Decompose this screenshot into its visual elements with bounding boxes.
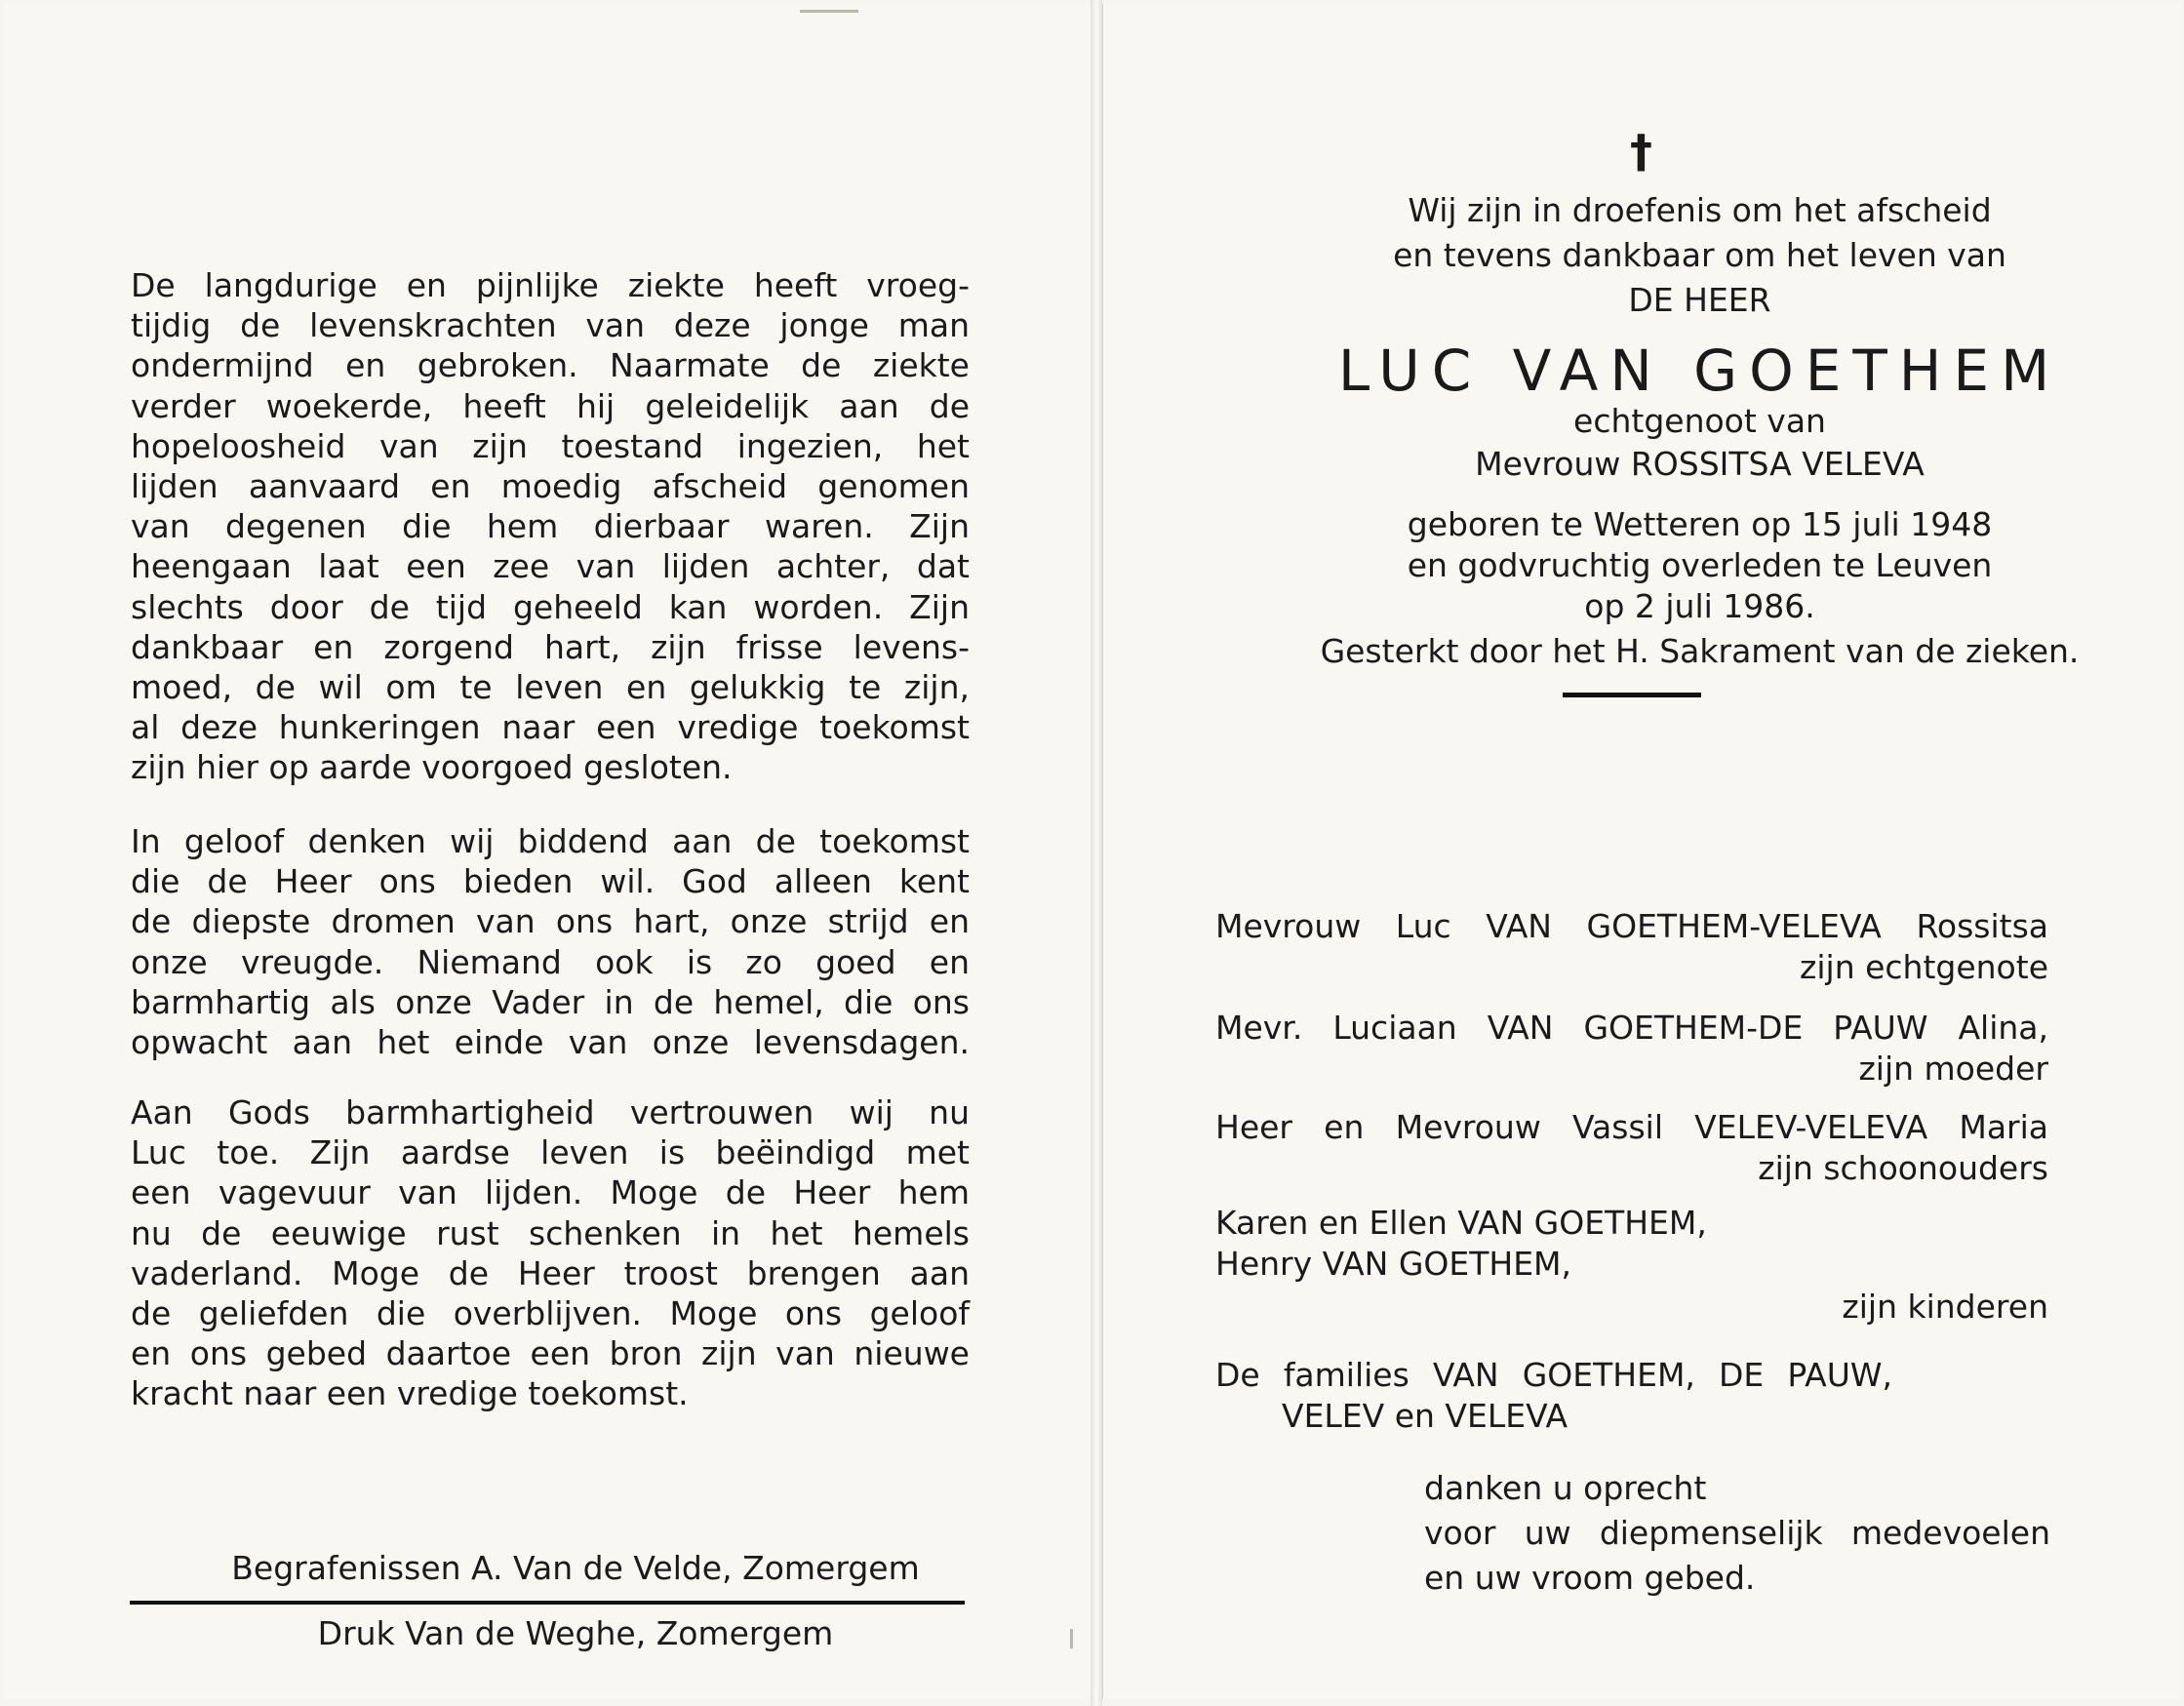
printer-credit: Druk Van de Weghe, Zomergem — [317, 1614, 834, 1652]
death-date: op 2 juli 1986. — [1584, 587, 1815, 625]
mourner-name: Karen en Ellen VAN GOETHEM, — [1215, 1204, 1707, 1242]
text-line: opwacht aan het einde van onze levensdagen. — [131, 1023, 970, 1062]
paragraph-faith — [131, 821, 970, 1062]
mourner-relation: zijn schoonouders — [1758, 1149, 2048, 1187]
footer-divider — [130, 1601, 965, 1605]
text-line: zijn hier op aarde voorgoed gesloten. — [131, 748, 733, 787]
text-line: ondermijnd en gebroken. Naarmate de ziekte — [131, 346, 970, 385]
paragraph-prayer — [131, 1092, 970, 1414]
cross-icon: † — [1630, 125, 1652, 178]
intro-line: en tevens dankbaar om het leven van — [1393, 236, 2006, 274]
text-line: onze vreugde. Niemand ook is zo goed en — [131, 942, 970, 981]
funeral-home-credit: Begrafenissen A. Van de Velde, Zomergem — [231, 1549, 920, 1587]
text-line: hopeloosheid van zijn toestand ingezien, het — [131, 426, 970, 465]
text-line: de diepste dromen van ons hart, onze strijd en — [131, 902, 970, 941]
sacrament-note: Gesterkt door het H. Sakrament van de zieken. — [1320, 632, 2080, 670]
intro-line: Wij zijn in droefenis om het afscheid — [1408, 191, 1992, 229]
text-line: De langdurige en pijnlijke ziekte heeft vroeg- — [131, 266, 970, 304]
text-line: moed, de wil om te leven en gelukkig te zijn, — [131, 668, 970, 707]
spouse-label: echtgenoot van — [1573, 402, 1826, 440]
text-line: kracht naar een vredige toekomst. — [131, 1374, 689, 1413]
text-line: nu de eeuwige rust schenken in het hemels — [131, 1213, 970, 1252]
text-line: die de Heer ons bieden wil. God alleen kent — [131, 862, 970, 901]
text-line: In geloof denken wij biddend aan de toekomst — [131, 822, 970, 860]
text-line: Aan Gods barmhartigheid vertrouwen wij nu — [131, 1093, 970, 1131]
death-info: en godvruchtig overleden te Leuven — [1407, 546, 1993, 584]
mourner-relation: zijn echtgenote — [1800, 948, 2048, 986]
thanks-line: danken u oprecht — [1424, 1469, 1707, 1507]
mourner-name: Henry VAN GOETHEM, — [1215, 1245, 1572, 1283]
text-line: lijden aanvaard en moedig afscheid genomen — [131, 467, 970, 506]
text-line: vaderland. Moge de Heer troost brengen aan — [131, 1253, 970, 1292]
text-line: een vagevuur van lijden. Moge de Heer hem — [131, 1173, 970, 1212]
text-line: al deze hunkeringen naar een vredige toekomst — [131, 708, 970, 747]
mourner-relation: zijn kinderen — [1842, 1288, 2048, 1326]
text-line: heengaan laat een zee van lijden achter, dat — [131, 547, 970, 586]
print-mark — [800, 10, 858, 13]
section-divider — [1563, 693, 1701, 697]
text-line: dankbaar en zorgend hart, zijn frisse levens- — [131, 627, 970, 666]
text-line: de geliefden die overblijven. Moge ons geloof — [131, 1294, 970, 1333]
text-line: barmhartig als onze Vader in de hemel, die ons — [131, 982, 970, 1021]
deceased-name: LUC VAN GOETHEM — [1337, 337, 2062, 404]
mourner-name: Mevrouw Luc VAN GOETHEM-VELEVA Rossitsa — [1215, 907, 2048, 945]
thanks-line: voor uw diepmenselijk medevoelen — [1424, 1514, 2050, 1552]
spouse-name: Mevrouw ROSSITSA VELEVA — [1475, 445, 1925, 483]
card-fold — [1091, 0, 1102, 1706]
honorific: DE HEER — [1628, 281, 1771, 319]
text-line: van degenen die hem dierbaar waren. Zijn — [131, 507, 970, 546]
mourner-name: Mevr. Luciaan VAN GOETHEM-DE PAUW Alina, — [1215, 1009, 2048, 1047]
mourner-name: Heer en Mevrouw Vassil VELEV-VELEVA Maria — [1215, 1108, 2048, 1146]
text-line: Luc toe. Zijn aardse leven is beëindigd met — [131, 1133, 970, 1172]
text-line: en ons gebed daartoe een bron zijn van nieuwe — [131, 1334, 970, 1373]
text-line: tijdig de levenskrachten van deze jonge man — [131, 306, 970, 345]
text-line: slechts door de tijd geheeld kan worden. Zijn — [131, 587, 970, 626]
birth-info: geboren te Wetteren op 15 juli 1948 — [1407, 505, 1993, 543]
families-line: VELEV en VELEVA — [1282, 1397, 1569, 1435]
families-line: De families VAN GOETHEM, DE PAUW, — [1215, 1356, 1892, 1394]
text-line: verder woekerde, heeft hij geleidelijk aan de — [131, 386, 970, 425]
mourner-relation: zijn moeder — [1858, 1050, 2048, 1088]
paragraph-illness — [131, 265, 970, 788]
thanks-line: en uw vroom gebed. — [1424, 1559, 1756, 1597]
